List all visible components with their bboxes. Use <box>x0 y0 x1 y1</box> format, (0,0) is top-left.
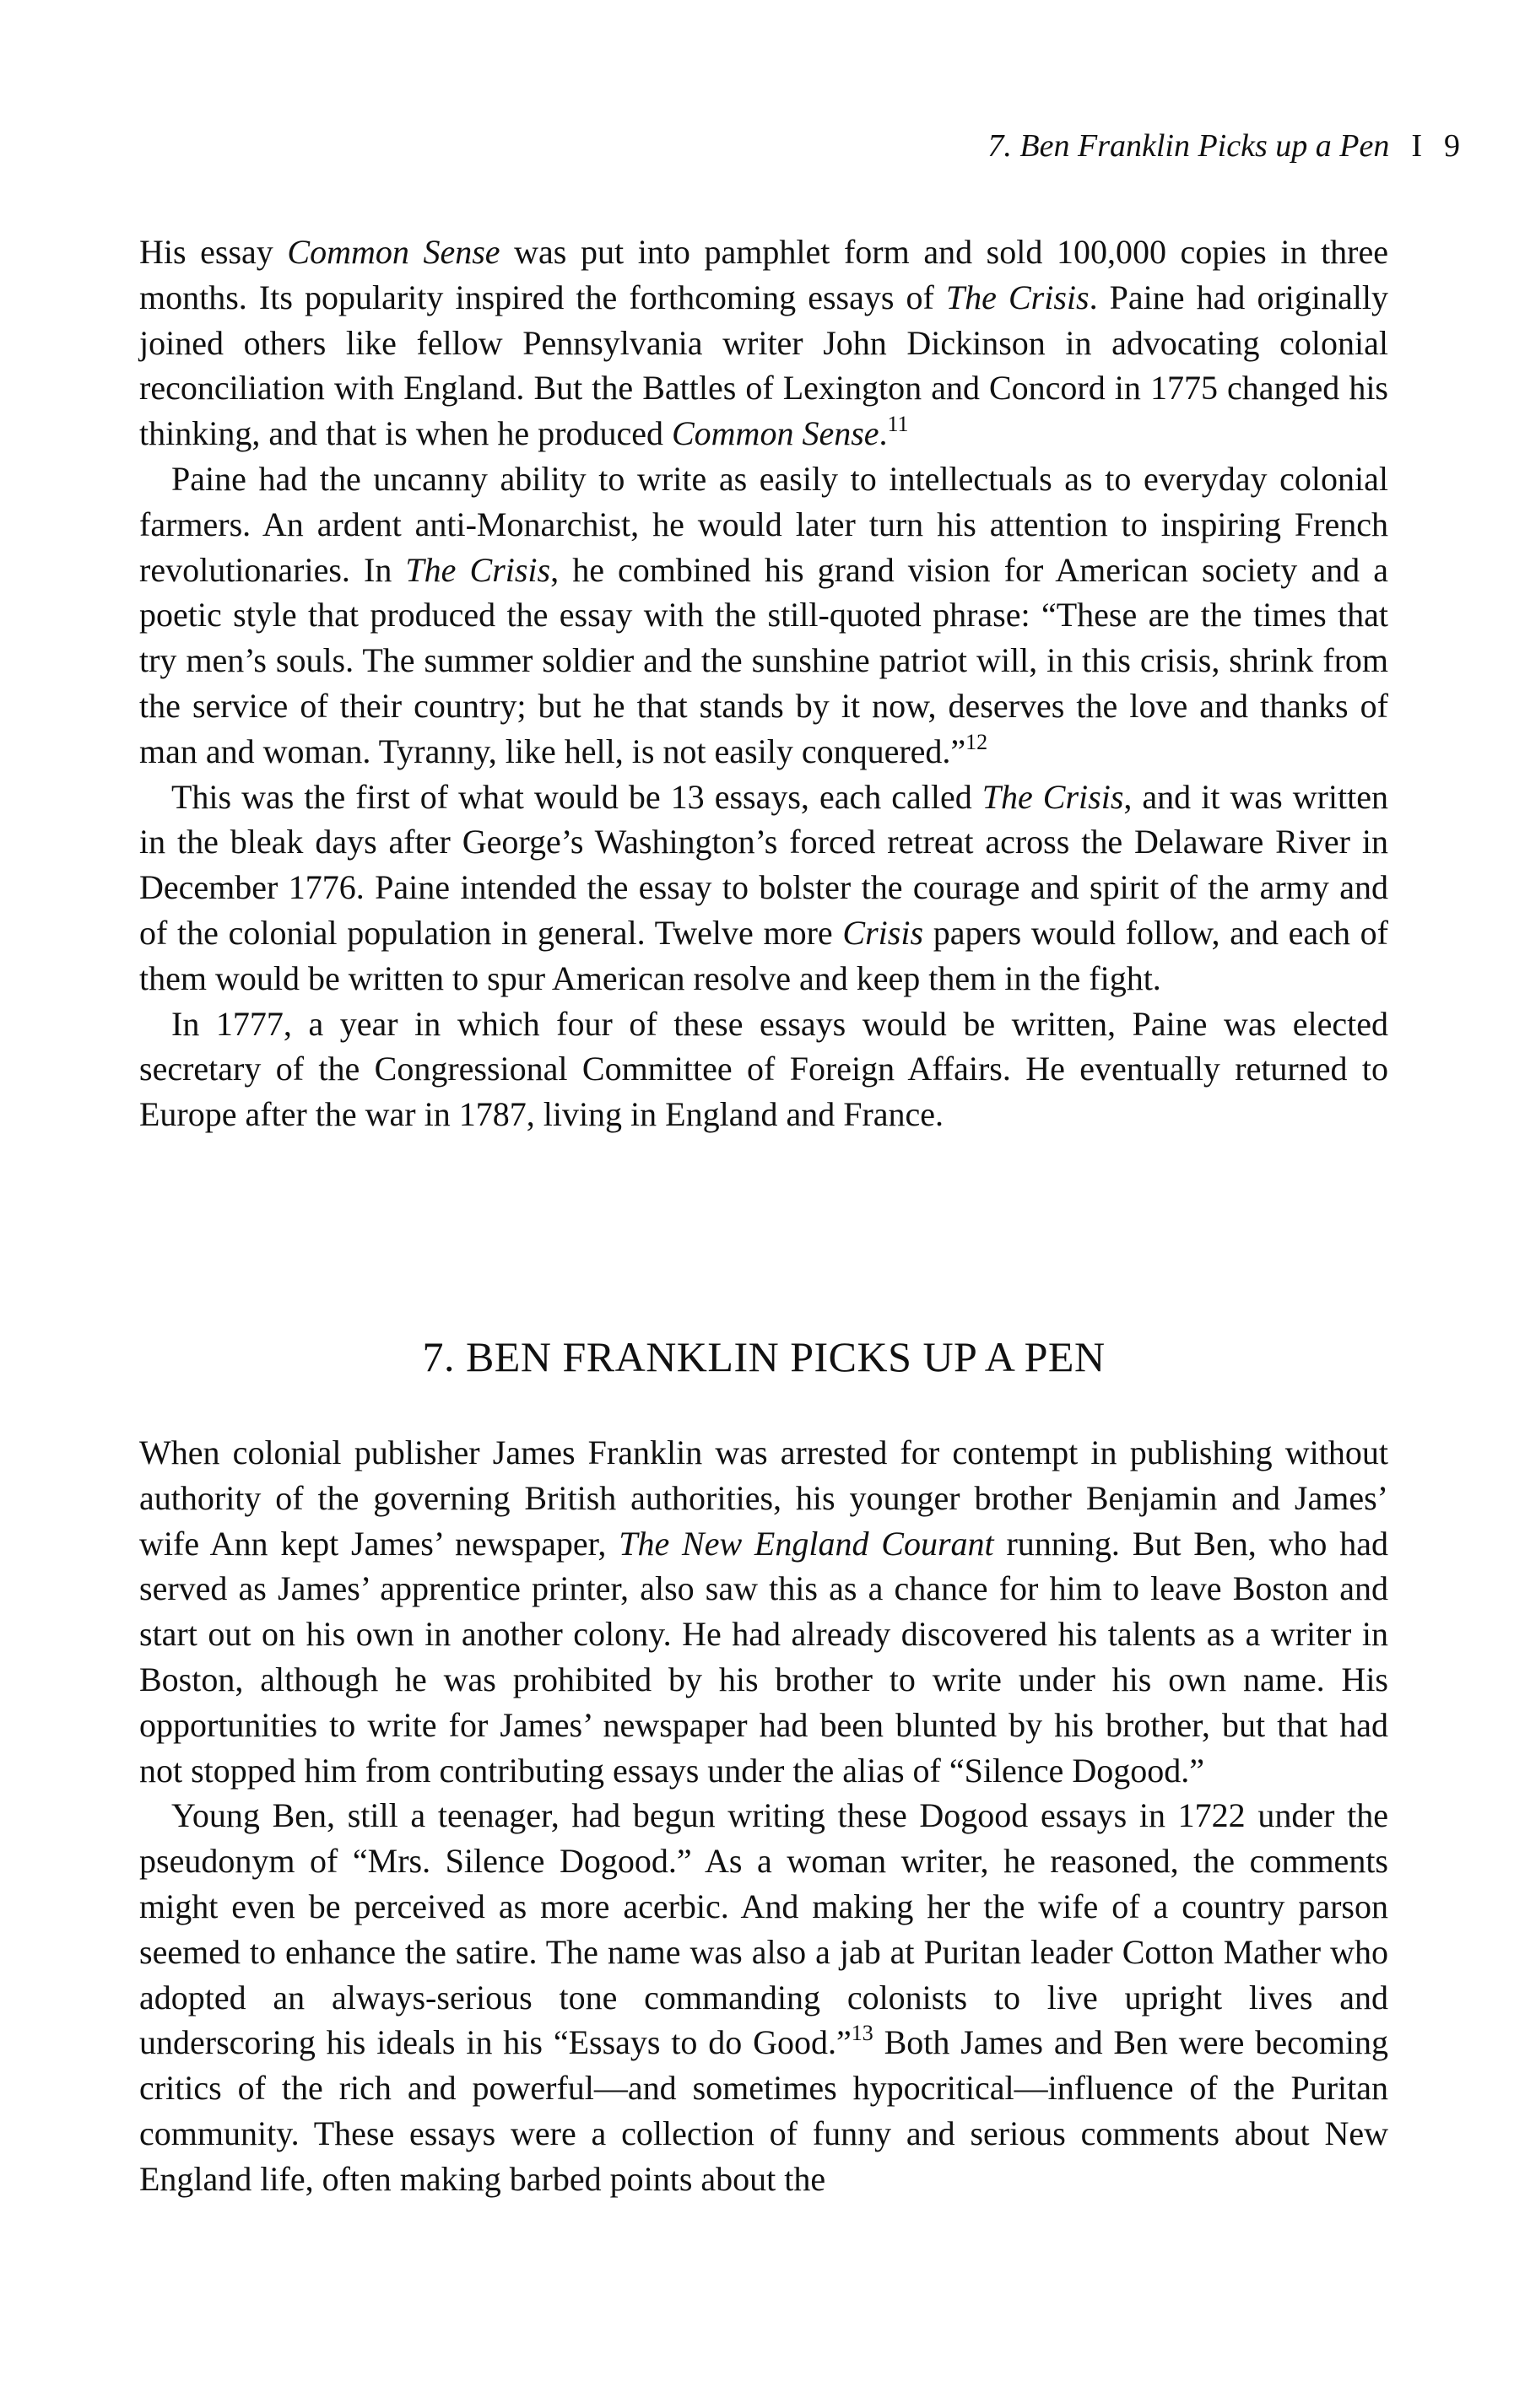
running-title: 7. Ben Franklin Picks up a Pen <box>987 128 1390 164</box>
section-franklin-text <box>139 1430 1388 2202</box>
running-head <box>928 125 1460 167</box>
paragraph: Paine had the uncanny ability to write as easily to intellectuals as to everyday colonial farmers. An ardent anti-Monarchist, he would later turn his attention to inspiring French revolutionaries. In The Crisis, he combined his grand vision for American society and a poetic style that produced the essay with the still-quoted phrase: “These are the times that try men’s souls. The summer soldier and the sunshine patriot will, in this crisis, shrink from the service of their country; but he that stands by it now, deserves the love and thanks of man and woman. Tyranny, like hell, is not easily conquered.”$^{12}$ <box>139 459 1388 770</box>
footnote-marker: 11 <box>887 412 909 437</box>
page-number: 9 <box>1444 128 1460 164</box>
header-separator: I <box>1411 128 1422 164</box>
paragraph: In 1777, a year in which four of these essays would be written, Paine was elected secretary of the Congressional Committee of Foreign Affairs. He eventually returned to Europe after the war in 1787, living in England and France. <box>139 1004 1388 1134</box>
paragraph: Young Ben, still a teenager, had begun writing these Dogood essays in 1722 under the pseudonym of “Mrs. Silence Dogood.” As a woman writer, he reasoned, the comments might even be perceived as more acerbic. And making her the wife of a country parson seemed to enhance the satire. The name was also a jab at Puritan leader Cotton Mather who adopted an always-serious tone commanding colonists to live upright lives and underscoring his ideals in his “Essays to do Good.”$^{13}$ Both James and Ben were becoming critics of the rich and powerful—and sometimes hypocritical—influence of the Puritan community. These essays were a collection of funny and serious comments about New England life, often making barbed points about the <box>139 1796 1388 2198</box>
section-paine-text <box>139 229 1388 1137</box>
paragraph: This was the first of what would be 13 essays, each called The Crisis, and it was written in the bleak days after George’s Washington’s forced retreat across the Delaware River in December 1776. Paine intended the essay to bolster the courage and spirit of the army and of the colonial population in general. Twelve more Crisis papers would follow, and each of them would be written to spur American resolve and keep them in the fight. <box>139 777 1388 997</box>
section-heading: 7. BEN FRANKLIN PICKS UP A PEN <box>422 1333 1106 1380</box>
footnote-marker: 13 <box>851 2021 873 2046</box>
footnote-marker: 12 <box>965 729 988 754</box>
paragraph: His essay Common Sense was put into pamphlet form and sold 100,000 copies in three months. Its popularity inspired the forthcoming essays of The Crisis. Paine had originally joined others like fellow Pennsylvania writer John Dickinson in advocating colonial reconciliation with England. But the Battles of Lexington and Concord in 1775 changed his thinking, and that is when he produced Common Sense.$^{11}$ <box>139 233 1389 453</box>
paragraph: When colonial publisher James Franklin was arrested for contempt in publishing without authority of the governing British authorities, his younger brother Benjamin and James’ wife Ann kept James’ newspaper, The New England Courant running. But Ben, who had served as James’ apprentice printer, also saw this as a chance for him to leave Boston and start out on his own in another colony. He had already discovered his talents as a writer in Boston, although he was prohibited by his brother to write under his own name. His opportunities to write for James’ newspaper had been blunted by his brother, but that had not stopped him from contributing essays under the alias of “Silence Dogood.” <box>139 1433 1388 1790</box>
